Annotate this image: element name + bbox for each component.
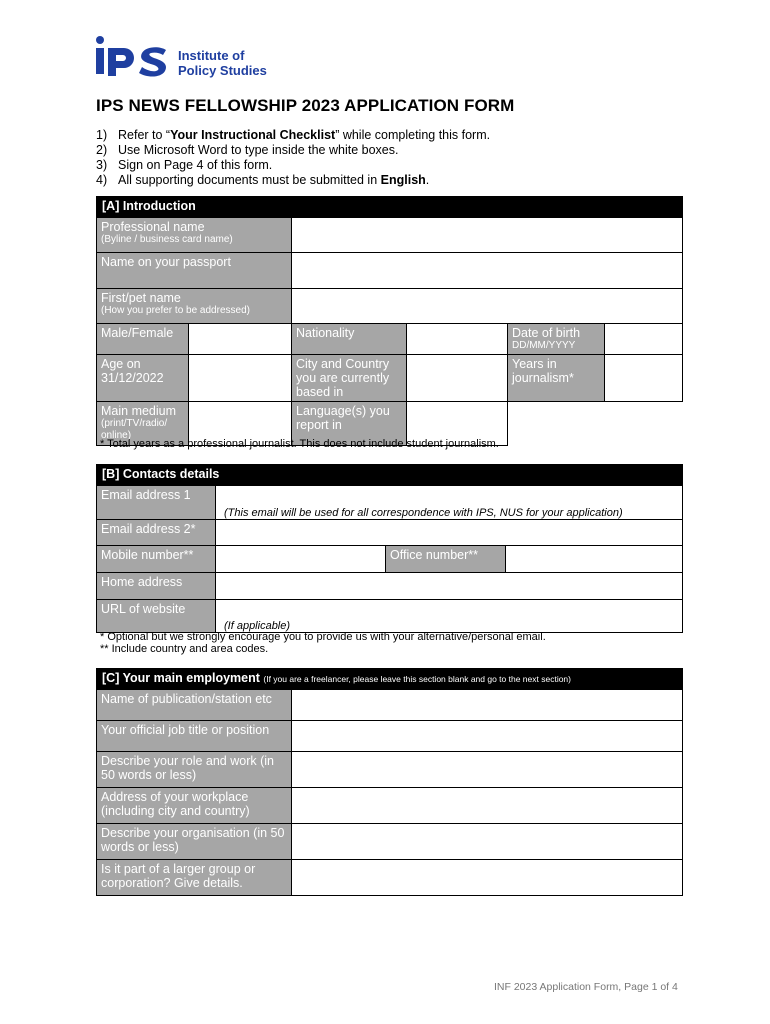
professional-name-field[interactable] (292, 218, 683, 253)
professional-name-hint: (Byline / business card name) (101, 234, 233, 245)
instruction-bold: English (380, 173, 426, 187)
email1-field[interactable] (216, 486, 683, 520)
nationality-label: Nationality (292, 324, 407, 355)
job-title-label: Your official job title or position (97, 721, 292, 752)
languages-label: Language(s) you report in (292, 402, 407, 446)
section-a-footnote: * Total years as a professional journalist. This does not include student journalism. (100, 438, 499, 450)
age-label: Age on 31/12/2022 (97, 355, 189, 402)
instruction-number: 4) (96, 173, 108, 187)
group-field[interactable] (292, 860, 683, 896)
job-title-field[interactable] (292, 721, 683, 752)
organisation-label: Describe your organisation (in 50 words or less) (97, 824, 292, 860)
section-b-footnote-1: * Optional but we strongly encourage you to provide us with your alternative/personal email. (100, 631, 546, 643)
email2-label: Email address 2* (97, 520, 216, 546)
url-note: (If applicable) (224, 620, 291, 632)
section-c-header (97, 669, 683, 690)
city-label: City and Country you are currently based in (292, 355, 407, 402)
office-field[interactable] (506, 546, 683, 573)
dob-field[interactable] (605, 324, 683, 355)
passport-name-label: Name on your passport (97, 253, 292, 289)
instruction-text-end: . (425, 173, 430, 187)
dob-label: Date of birth DD/MM/YYYY (508, 324, 605, 355)
section-b-header: [B] Contacts details (97, 465, 683, 486)
home-address-label: Home address (97, 573, 216, 600)
page-footer: INF 2023 Application Form, Page 1 of 4 (494, 981, 678, 993)
url-label: URL of website (97, 600, 216, 633)
section-a-header: [A] Introduction (97, 197, 683, 218)
role-label: Describe your role and work (in 50 words or less) (97, 752, 292, 788)
years-label: Years in journalism* (508, 355, 605, 402)
email1-note: (This email will be used for all correspondence with IPS, NUS for your application) (224, 507, 623, 519)
logo-line-1: Institute of (178, 48, 245, 63)
group-label: Is it part of a larger group or corporation? Give details. (97, 860, 292, 896)
section-c-title: [C] Your main employment (102, 671, 260, 685)
instruction-item (96, 158, 490, 173)
workplace-field[interactable] (292, 788, 683, 824)
mobile-label: Mobile number** (97, 546, 216, 573)
instruction-text-end: ” while completing this form. (335, 128, 491, 142)
instruction-text: Refer to “ (118, 128, 171, 142)
instruction-bold: Your Instructional Checklist (170, 128, 336, 142)
instruction-number: 2) (96, 143, 108, 157)
form-title: IPS NEWS FELLOWSHIP 2023 APPLICATION FORM (96, 96, 515, 115)
first-name-hint: (How you prefer to be addressed) (101, 305, 250, 316)
city-field[interactable] (407, 355, 508, 402)
logo-line-2: Policy Studies (178, 63, 267, 78)
logo-wordmark (178, 48, 267, 78)
instruction-item (96, 143, 490, 158)
organisation-field[interactable] (292, 824, 683, 860)
first-name-field[interactable] (292, 289, 683, 324)
url-field[interactable] (216, 600, 683, 633)
publication-field[interactable] (292, 690, 683, 721)
empty-cell (508, 402, 683, 446)
instructions-list (96, 128, 490, 188)
instruction-text: Use Microsoft Word to type inside the white boxes. (118, 143, 399, 157)
section-b-footnote-2: ** Include country and area codes. (100, 643, 269, 655)
workplace-label: Address of your workplace (including city and country) (97, 788, 292, 824)
professional-name-label: Professional name (Byline / business card name) (97, 218, 292, 253)
medium-hint: (print/TV/radio/ online) (101, 418, 168, 441)
dob-format-hint: DD/MM/YYYY (512, 340, 576, 351)
office-label: Office number** (386, 546, 506, 573)
medium-label: Main medium (print/TV/radio/ online) (97, 402, 189, 446)
instruction-number: 3) (96, 158, 108, 172)
section-a-table (96, 196, 683, 446)
email1-label: Email address 1 (97, 486, 216, 520)
publication-label: Name of publication/station etc (97, 690, 292, 721)
instruction-item (96, 128, 490, 143)
nationality-field[interactable] (407, 324, 508, 355)
years-field[interactable] (605, 355, 683, 402)
gender-label: Male/Female (97, 324, 189, 355)
instruction-text: All supporting documents must be submitted in (118, 173, 381, 187)
gender-field[interactable] (189, 324, 292, 355)
home-address-field[interactable] (216, 573, 683, 600)
age-field[interactable] (189, 355, 292, 402)
instruction-item (96, 173, 490, 188)
email2-field[interactable] (216, 520, 683, 546)
instruction-number: 1) (96, 128, 108, 142)
first-name-label: First/pet name (How you prefer to be addressed) (97, 289, 292, 324)
section-b-table (96, 464, 683, 633)
section-c-hint: (If you are a freelancer, please leave this section blank and go to the next section) (263, 674, 571, 684)
mobile-field[interactable] (216, 546, 386, 573)
passport-name-field[interactable] (292, 253, 683, 289)
section-c-table (96, 668, 683, 896)
instruction-text: Sign on Page 4 of this form. (118, 158, 273, 172)
role-field[interactable] (292, 752, 683, 788)
